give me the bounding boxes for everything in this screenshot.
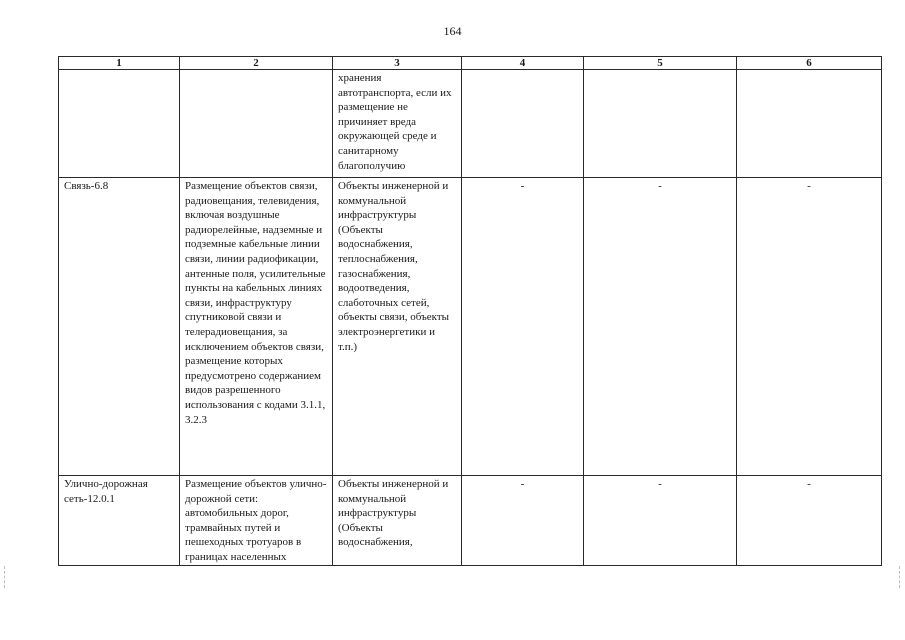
param-cell: - <box>584 476 737 566</box>
header-row <box>59 57 882 70</box>
column-header: 1 <box>59 57 180 70</box>
use-type-cell: Улично-дорожная сеть-12.0.1 <box>59 476 180 566</box>
scan-edge-mark <box>899 566 901 588</box>
param-cell: - <box>737 476 882 566</box>
auxiliary-use-cell: Объекты инженерной и коммунальной инфраструктуры (Объекты водоснабжения, теплоснабжения, газоснабжения, водоотведения, слаботочных сетей, объекты связи, объекты электроэнергетики и т.п.) <box>333 178 462 476</box>
param-cell: - <box>462 178 584 476</box>
scan-edge-mark <box>4 566 6 588</box>
param-cell: - <box>462 476 584 566</box>
column-header: 6 <box>737 57 882 70</box>
description-cell: Размещение объектов улично-дорожной сети: автомобильных дорог, трамвайных путей и пешеходных тротуаров в границах населенных <box>180 476 333 566</box>
use-type-cell: Связь-6.8 <box>59 178 180 476</box>
column-header: 3 <box>333 57 462 70</box>
auxiliary-use-cell: хранения автотранспорта, если их размещение не причиняет вреда окружающей среде и санитарному благополучию <box>333 70 462 178</box>
param-cell: - <box>737 178 882 476</box>
param-cell <box>737 70 882 178</box>
table-row <box>59 476 882 566</box>
column-header: 4 <box>462 57 584 70</box>
page-number: 164 <box>443 24 462 38</box>
description-cell <box>180 70 333 178</box>
auxiliary-use-cell: Объекты инженерной и коммунальной инфраструктуры (Объекты водоснабжения, <box>333 476 462 566</box>
param-cell <box>584 70 737 178</box>
table-row <box>59 178 882 476</box>
param-cell <box>462 70 584 178</box>
column-header: 2 <box>180 57 333 70</box>
description-cell: Размещение объектов связи, радиовещания, телевидения, включая воздушные радиорелейные, надземные и подземные кабельные линии связи, линии радиофикации, антенные поля, усилительные пункты на кабельных линиях связи, инфраструктуру спутниковой связи и телерадиовещания, за исключением объектов связи, размещение которых предусмотрено содержанием видов разрешенного использования с кодами 3.1.1, 3.2.3 <box>180 178 333 476</box>
table-row <box>59 70 882 178</box>
land-use-table <box>58 56 882 566</box>
param-cell: - <box>584 178 737 476</box>
column-header: 5 <box>584 57 737 70</box>
use-type-cell <box>59 70 180 178</box>
